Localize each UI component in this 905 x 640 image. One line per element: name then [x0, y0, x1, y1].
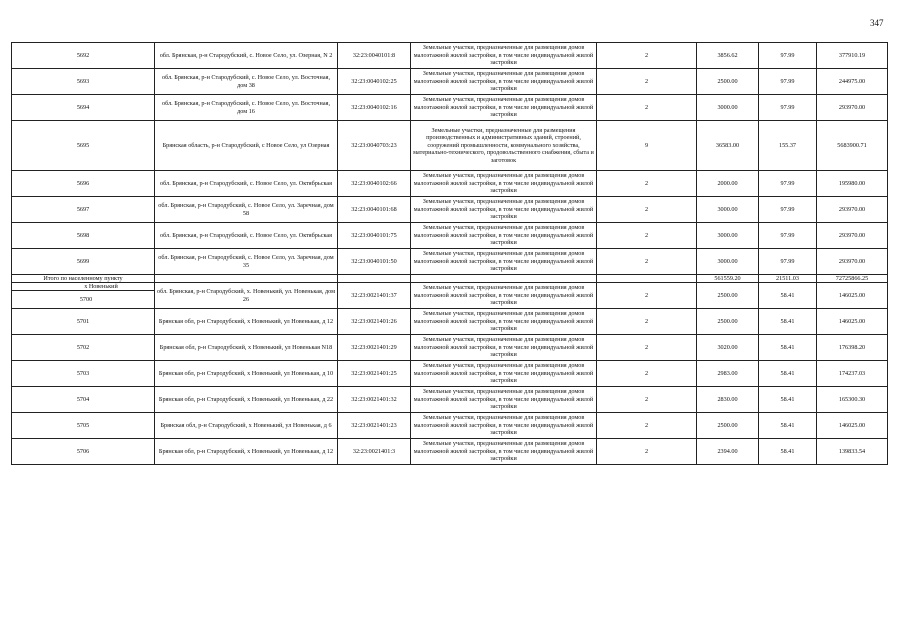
row-purpose: Земельные участки, предназначенные для размещения домов малоэтажной жилой застройки, в том числе индивидуальной жилой застройки — [411, 223, 597, 249]
row-price: 58.41 — [759, 413, 817, 439]
row-cadastre: 32:23:0021401:25 — [338, 361, 411, 387]
table-row — [12, 95, 888, 121]
row-count: 2 — [597, 171, 697, 197]
row-area: 2000.00 — [697, 171, 759, 197]
row-count: 2 — [597, 69, 697, 95]
table-row — [12, 309, 888, 335]
row-total: 244975.00 — [817, 69, 888, 95]
row-count: 2 — [597, 335, 697, 361]
row-purpose: Земельные участки, предназначенные для размещения домов малоэтажной жилой застройки, в том числе индивидуальной жилой застройки — [411, 439, 597, 465]
row-purpose: Земельные участки, предназначенные для размещения домов малоэтажной жилой застройки, в том числе индивидуальной жилой застройки — [411, 95, 597, 121]
summary-empty-address — [155, 275, 338, 283]
row-cadastre: 32:23:0021401:26 — [338, 309, 411, 335]
row-address: Брянская обл, р-н Стародубский, х Новенький, ул Новенькая, д 12 — [155, 309, 338, 335]
row-total: 139833.54 — [817, 439, 888, 465]
table-row — [12, 249, 888, 275]
row-id: 5693 — [12, 69, 155, 95]
land-registry-table — [11, 42, 888, 465]
table-row — [12, 171, 888, 197]
row-cadastre: 32:23:0021401:23 — [338, 413, 411, 439]
row-count: 2 — [597, 439, 697, 465]
row-count: 9 — [597, 121, 697, 171]
summary-empty-cadastre — [338, 275, 411, 283]
row-area: 3000.00 — [697, 223, 759, 249]
row-address: обл. Брянская, р-н Стародубский, с. Новое Село, ул. Октябрьская — [155, 223, 338, 249]
row-count: 2 — [597, 223, 697, 249]
row-address: обл. Брянская, р-н Стародубский, с. Новое Село, ул. Восточная, дом 38 — [155, 69, 338, 95]
row-address: обл. Брянская, р-н Стародубский, с. Новое Село, ул. Заречная, дом 35 — [155, 249, 338, 275]
summary-total: 72725866.25 — [817, 275, 888, 283]
row-total: 377910.19 — [817, 43, 888, 69]
row-address: Брянская область, р-н Стародубский, с Новое Село, ул Озерная — [155, 121, 338, 171]
row-area: 2394.00 — [697, 439, 759, 465]
row-address: Брянская обл, р-н Стародубский, х Новенький, ул Новенькая, д 10 — [155, 361, 338, 387]
row-price: 58.41 — [759, 361, 817, 387]
table-row — [12, 43, 888, 69]
table-row — [12, 413, 888, 439]
row-total: 293970.00 — [817, 223, 888, 249]
row-cadastre: 32:23:0040101:8 — [338, 43, 411, 69]
row-id: 5696 — [12, 171, 155, 197]
row-purpose: Земельные участки, предназначенные для размещения домов малоэтажной жилой застройки, в том числе индивидуальной жилой застройки — [411, 387, 597, 413]
row-cadastre: 32:23:0021401:3 — [338, 439, 411, 465]
row-count: 2 — [597, 249, 697, 275]
table-row — [12, 223, 888, 249]
row-purpose: Земельные участки, предназначенные для размещения домов малоэтажной жилой застройки, в том числе индивидуальной жилой застройки — [411, 43, 597, 69]
row-address: Брянская обл, р-н Стародубский, х Новенький, ул Новенькая, д 12 — [155, 439, 338, 465]
row-total: 5683900.71 — [817, 121, 888, 171]
group-novenkiy — [12, 283, 888, 465]
row-area: 2500.00 — [697, 309, 759, 335]
row-purpose: Земельные участки, предназначенные для размещения домов малоэтажной жилой застройки, в том числе индивидуальной жилой застройки — [411, 69, 597, 95]
row-count: 2 — [597, 413, 697, 439]
row-price: 97.99 — [759, 69, 817, 95]
row-purpose: Земельные участки, предназначенные для размещения домов малоэтажной жилой застройки, в том числе индивидуальной жилой застройки — [411, 335, 597, 361]
row-area: 3856.62 — [697, 43, 759, 69]
row-cadastre: 32:23:0021401:37 — [338, 283, 411, 309]
row-price: 58.41 — [759, 283, 817, 309]
row-price: 58.41 — [759, 387, 817, 413]
table-row — [12, 361, 888, 387]
row-cadastre: 32:23:0040101:75 — [338, 223, 411, 249]
row-area: 3000.00 — [697, 197, 759, 223]
summary-price: 21511.03 — [759, 275, 817, 283]
row-id: 5703 — [12, 361, 155, 387]
page-number: 347 — [870, 18, 884, 28]
row-price: 97.99 — [759, 171, 817, 197]
summary-empty-purpose — [411, 275, 597, 283]
row-purpose: Земельные участки, предназначенные для размещения домов малоэтажной жилой застройки, в том числе индивидуальной жилой застройки — [411, 309, 597, 335]
row-count: 2 — [597, 309, 697, 335]
row-area: 2500.00 — [697, 69, 759, 95]
row-total: 146025.00 — [817, 413, 888, 439]
row-total: 293970.00 — [817, 95, 888, 121]
row-id: 5706 — [12, 439, 155, 465]
row-area: 3020.00 — [697, 335, 759, 361]
summary-section — [12, 275, 888, 283]
table-row — [12, 439, 888, 465]
row-purpose: Земельные участки, предназначенные для размещения домов малоэтажной жилой застройки, в том числе индивидуальной жилой застройки — [411, 283, 597, 309]
row-count: 2 — [597, 387, 697, 413]
row-price: 97.99 — [759, 43, 817, 69]
row-address: обл. Брянская, р-н Стародубский, с. Новое Село, ул. Восточная, дом 16 — [155, 95, 338, 121]
row-address: обл. Брянская, р-н Стародубский, с. Новое Село, ул. Заречная, дом 58 — [155, 197, 338, 223]
row-id: 5694 — [12, 95, 155, 121]
row-total: 195980.00 — [817, 171, 888, 197]
row-price: 97.99 — [759, 197, 817, 223]
row-count: 2 — [597, 95, 697, 121]
row-purpose: Земельные участки, предназначенные для размещения домов малоэтажной жилой застройки, в том числе индивидуальной жилой застройки — [411, 249, 597, 275]
table-row — [12, 197, 888, 223]
row-area: 2500.00 — [697, 283, 759, 309]
row-price: 58.41 — [759, 439, 817, 465]
row-id: 5692 — [12, 43, 155, 69]
row-address: Брянская обл, р-н Стародубский, х Новенький, ул Новенькая, д 6 — [155, 413, 338, 439]
row-address: Брянская обл, р-н Стародубский, х Новенький, ул Новенькая N18 — [155, 335, 338, 361]
row-price: 97.99 — [759, 223, 817, 249]
row-purpose: Земельные участки, предназначенные для размещения домов малоэтажной жилой застройки, в том числе индивидуальной жилой застройки — [411, 171, 597, 197]
row-area: 36583.00 — [697, 121, 759, 171]
row-id: 5704 — [12, 387, 155, 413]
row-price: 58.41 — [759, 335, 817, 361]
summary-label: Итого по населенному пункту — [12, 275, 155, 283]
row-purpose: Земельные участки, предназначенные для размещения домов малоэтажной жилой застройки, в том числе индивидуальной жилой застройки — [411, 413, 597, 439]
row-count: 2 — [597, 283, 697, 309]
table-row — [12, 69, 888, 95]
row-id-with-locality — [12, 283, 155, 309]
table-row — [12, 121, 888, 171]
row-cadastre: 32:23:0040101:68 — [338, 197, 411, 223]
row-cadastre: 32:23:0021401:32 — [338, 387, 411, 413]
row-area: 3000.00 — [697, 95, 759, 121]
row-id: 5700 — [79, 296, 93, 303]
row-count: 2 — [597, 197, 697, 223]
locality-label: х Новенький — [12, 283, 154, 291]
row-id: 5701 — [12, 309, 155, 335]
row-price: 58.41 — [759, 309, 817, 335]
row-price: 155.37 — [759, 121, 817, 171]
row-total: 176398.20 — [817, 335, 888, 361]
row-total: 146025.00 — [817, 309, 888, 335]
row-id: 5705 — [12, 413, 155, 439]
row-purpose: Земельные участки, предназначенные для размещения домов малоэтажной жилой застройки, в том числе индивидуальной жилой застройки — [411, 361, 597, 387]
row-purpose: Земельные участки, предназначенные для размещения производственных и административных зданий, строений, сооружений промышленности, коммунального хозяйства, материально-технического, продовольственного снабжения, сбыта и заготовок — [411, 121, 597, 171]
row-area: 2983.00 — [697, 361, 759, 387]
row-total: 293970.00 — [817, 249, 888, 275]
row-id: 5699 — [12, 249, 155, 275]
row-address: обл. Брянская, р-н Стародубский, х. Новенький, ул. Новенькая, дом 26 — [155, 283, 338, 309]
row-address: обл. Брянская, р-н Стародубский, с. Новое Село, ул. Озерная, N 2 — [155, 43, 338, 69]
row-cadastre: 32:23:0040102:16 — [338, 95, 411, 121]
row-id: 5698 — [12, 223, 155, 249]
row-total: 146025.00 — [817, 283, 888, 309]
row-cadastre: 32:23:0040101:50 — [338, 249, 411, 275]
row-id: 5695 — [12, 121, 155, 171]
row-purpose: Земельные участки, предназначенные для размещения домов малоэтажной жилой застройки, в том числе индивидуальной жилой застройки — [411, 197, 597, 223]
row-area: 3000.00 — [697, 249, 759, 275]
summary-row — [12, 275, 888, 283]
summary-empty-count — [597, 275, 697, 283]
row-area: 2500.00 — [697, 413, 759, 439]
summary-area: 561559.20 — [697, 275, 759, 283]
row-address: обл. Брянская, р-н Стародубский, с. Новое Село, ул. Октябрьская — [155, 171, 338, 197]
row-id: 5702 — [12, 335, 155, 361]
row-area: 2830.00 — [697, 387, 759, 413]
row-total: 165300.30 — [817, 387, 888, 413]
table-row — [12, 387, 888, 413]
row-cadastre: 32:23:0040703:23 — [338, 121, 411, 171]
row-id: 5697 — [12, 197, 155, 223]
row-price: 97.99 — [759, 95, 817, 121]
row-cadastre: 32:23:0040102:25 — [338, 69, 411, 95]
row-total: 293970.00 — [817, 197, 888, 223]
row-count: 2 — [597, 361, 697, 387]
row-total: 174237.03 — [817, 361, 888, 387]
group-novoe-selo — [12, 43, 888, 275]
row-count: 2 — [597, 43, 697, 69]
row-cadastre: 32:23:0021401:29 — [338, 335, 411, 361]
row-address: Брянская обл, р-н Стародубский, х Новенький, ул Новенькая, д 22 — [155, 387, 338, 413]
row-cadastre: 32:23:0040102:66 — [338, 171, 411, 197]
table-row — [12, 335, 888, 361]
row-price: 97.99 — [759, 249, 817, 275]
table-row — [12, 283, 888, 309]
